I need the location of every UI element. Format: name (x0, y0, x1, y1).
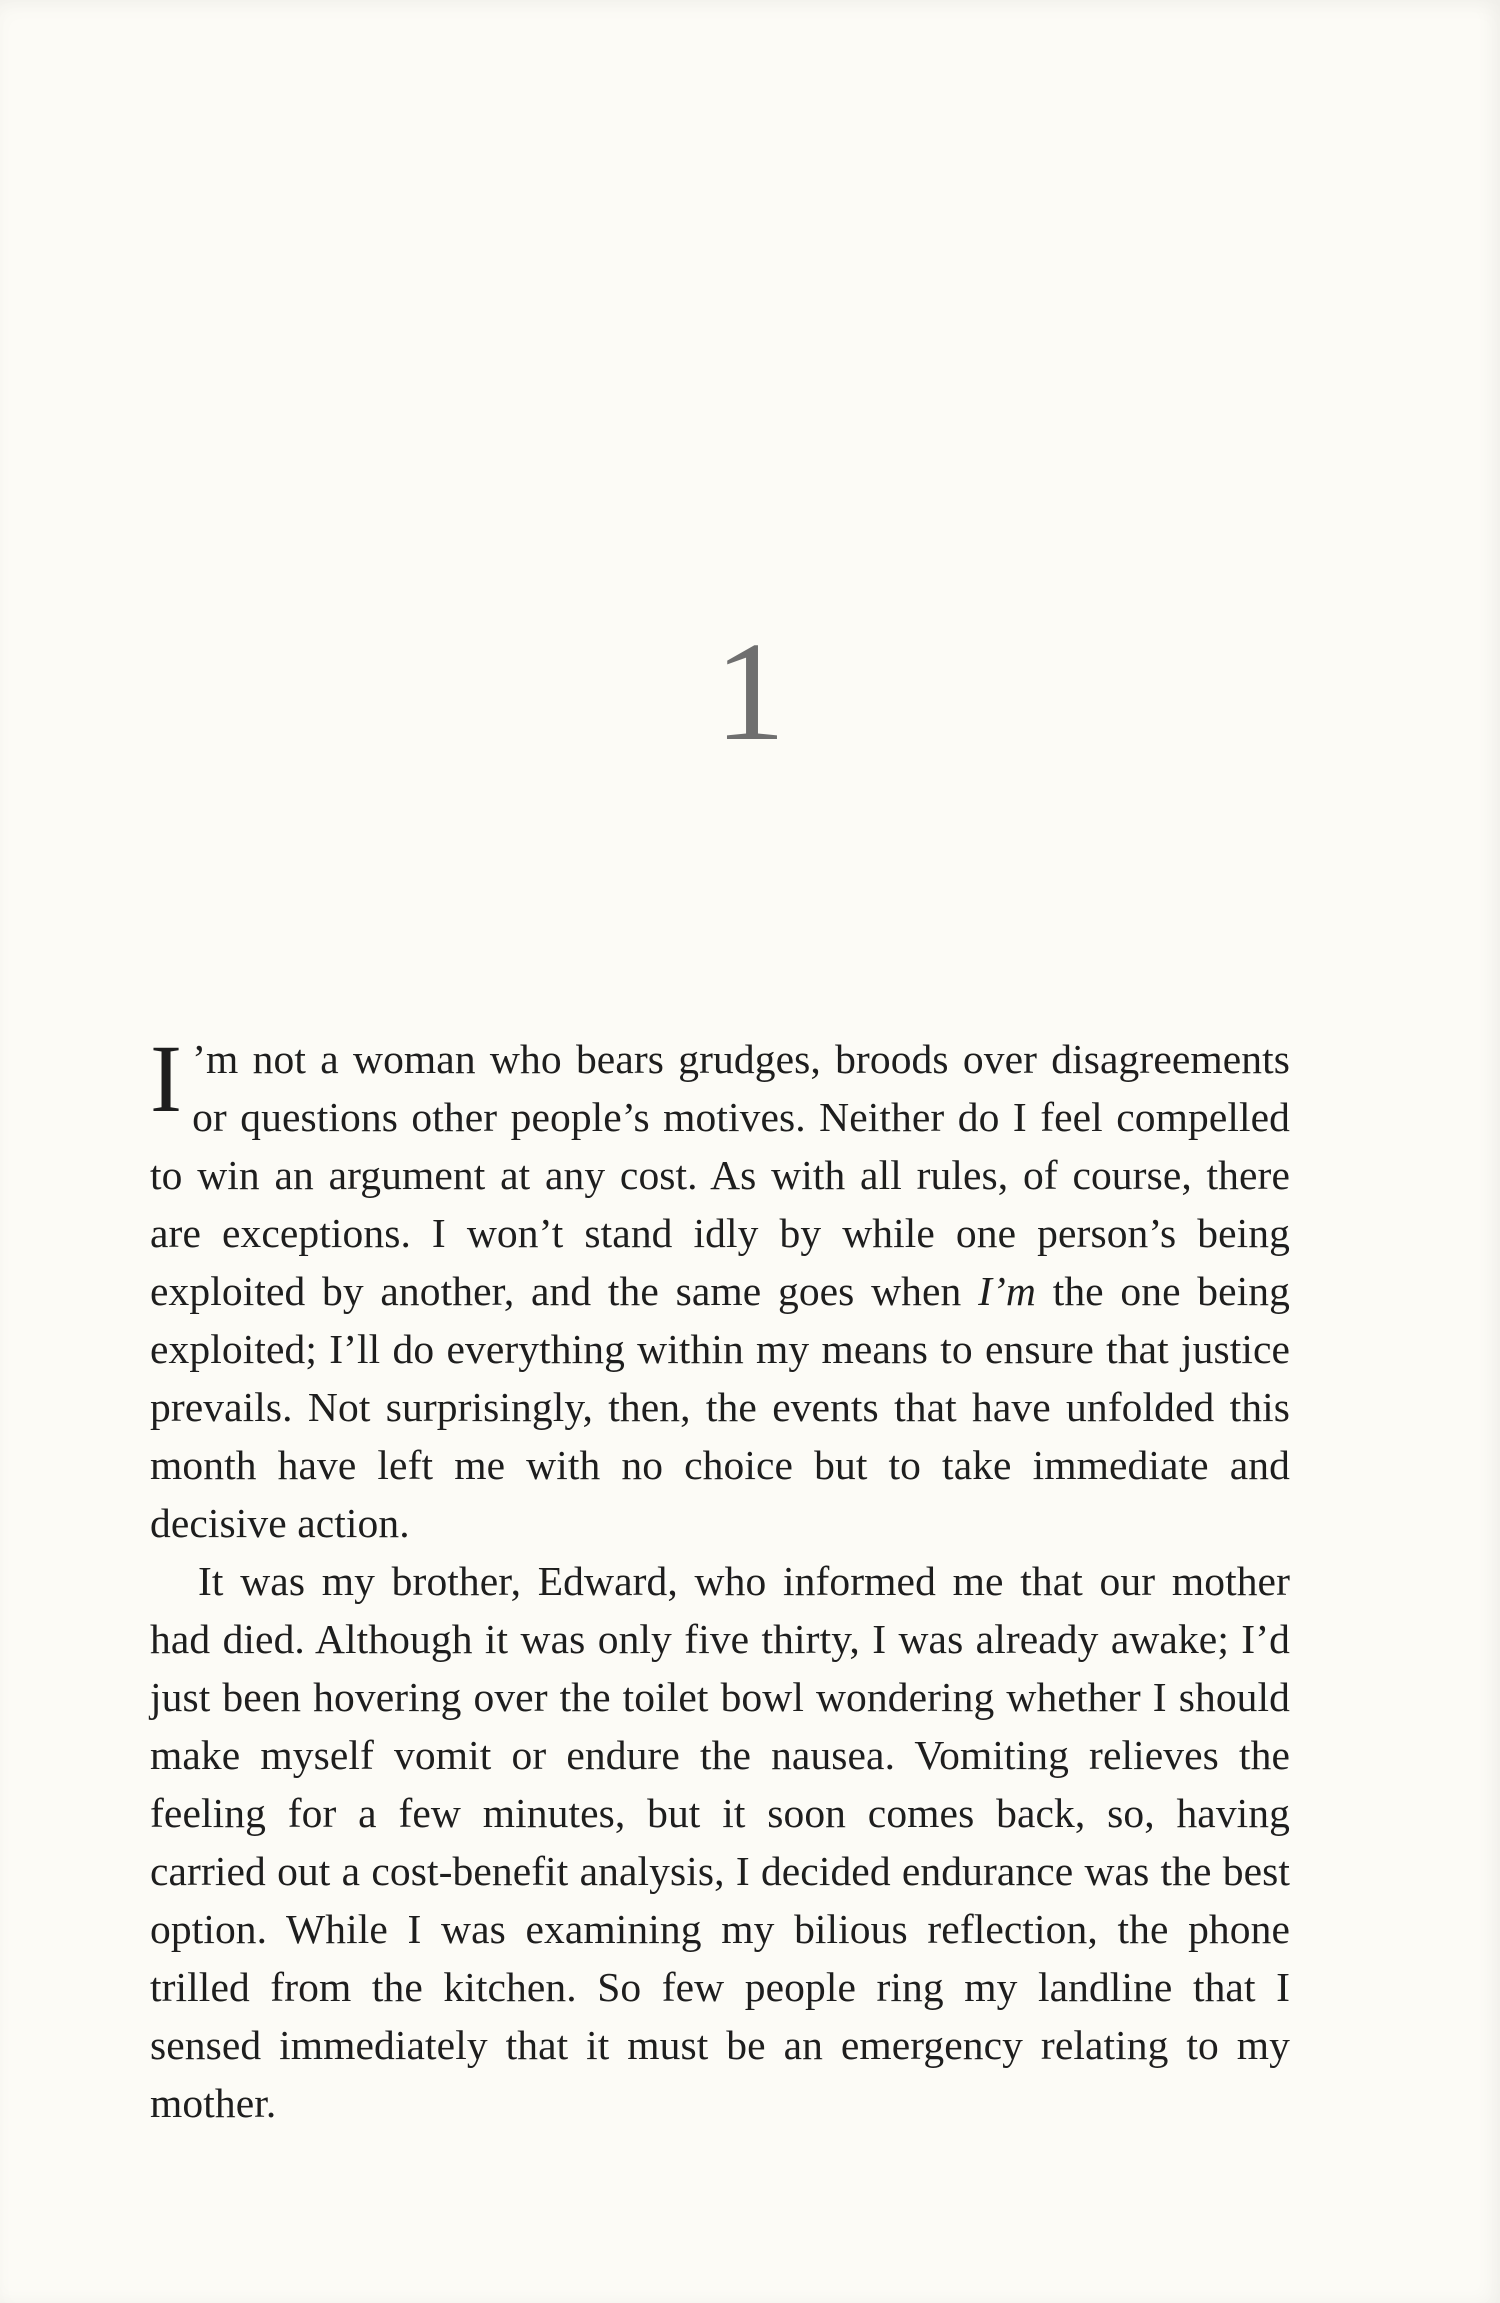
paragraph-1-text-part-1: ’m not a woman who bears grudges, broods over disagreements or questions other people’s motives. Neither do I feel compelled to win an argument at any cost. As with all rules, of course, there are exceptions. I won’t stand idly by while one person’s being exploited by another, and the same goes when (150, 1036, 1290, 1314)
paragraph-1-text-part-2: the one being exploited; I’ll do everything within my means to ensure that justice prevails. Not surprisingly, then, the events that have unfolded this month have left me with no choice but to take immediate and decisive action. (150, 1268, 1290, 1546)
paragraph-2: It was my brother, Edward, who informed me that our mother had died. Although it was only five thirty, I was already awake; I’d just been hovering over the toilet bowl wondering whether I should make myself vomit or endure the nausea. Vomiting relieves the feeling for a few minutes, but it soon comes back, so, having carried out a cost-benefit analysis, I decided endurance was the best option. While I was examining my bilious reflection, the phone trilled from the kitchen. So few people ring my landline that I sensed immediately that it must be an emergency relating to my mother. (150, 1558, 1290, 2126)
drop-cap: I (150, 1025, 183, 1132)
chapter-body (150, 1025, 1290, 2132)
chapter-number: 1 (714, 612, 786, 770)
paragraph-1-emphasis: I’m (978, 1268, 1037, 1314)
paragraph-1 (150, 1025, 1290, 1552)
